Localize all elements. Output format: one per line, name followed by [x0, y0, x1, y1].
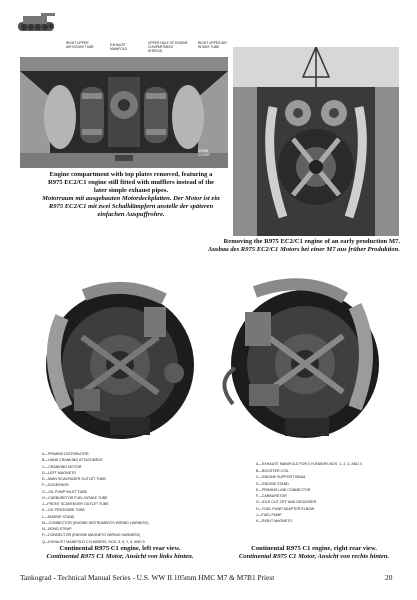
legend-item: J—FUEL PUMP — [256, 512, 282, 517]
engine-removal-photo — [233, 47, 399, 236]
legend-item: K—RIGHT MAGNETO — [256, 519, 293, 524]
legend-item: G—IDLE CUT-OFF AND DEGASSER — [256, 500, 317, 505]
legend-item: F—CARBURETOR — [256, 494, 287, 499]
legend-item: D—LEFT MAGNETO — [42, 470, 77, 475]
caption-en: Continental R975 C1 engine, right rear view. — [251, 545, 377, 552]
legend-item: H—FUEL PUMP ADAPTER ELBOW — [256, 506, 315, 511]
engine-compartment-photo — [20, 57, 228, 168]
legend-item: L—ENGINE STAND — [42, 514, 75, 519]
legend-item: F—GOVERNOR — [42, 483, 69, 488]
legend-item: A—EXHAUST MANIFOLD FOR CYLINDERS NOS. 1, 2, 3, AND 4 — [256, 462, 362, 466]
legend-item: D—ENGINE STAND — [256, 481, 289, 486]
legend-item: Q—EXHAUST MANIFOLD CYLINDERS, NOS. 5, 6, 7, 8, AND 9 — [42, 539, 145, 544]
legend-item: E—MAIN SCAVENGER OUTLET TUBE — [42, 477, 106, 481]
legend-item: H—CARBURETOR FUEL INTAKE TUBE — [42, 495, 108, 500]
legend-item: C—CRANKING MOTOR — [42, 464, 82, 469]
legend-item: A—PRIMING DISTRIBUTOR — [42, 452, 89, 456]
caption-right-rear-view — [224, 545, 404, 561]
caption-de: Motorraum mit ausgebauten Motordeckplatten. Der Motor ist ein R975 EC2/C1 mit zwei Schalldämpfern anstelle der späteren einfachen Auspuffrohre. — [42, 195, 220, 218]
legend-item: M—CONNECTOR (ENGINE INSTRUMENTS WIRING HARNESS) — [42, 520, 149, 525]
engine-right-rear-photo — [215, 272, 393, 448]
callout-label: UPPER HALF OF ENGINE COMPARTMENT SHROUD — [148, 41, 188, 53]
engine-left-rear-photo — [24, 277, 207, 447]
callout-label: EXHAUST MANIFOLD — [110, 43, 128, 51]
caption-engine-compartment — [42, 171, 220, 219]
page-number: 20 — [385, 573, 393, 582]
legend-item: P—CONNECTOR (ENGINE MAGNETO WIRING HARNESS) — [42, 533, 141, 538]
footer-series-title: Tankograd - Technical Manual Series - U.S. WW II 105mm HMC M7 & M7B1 Priest — [20, 573, 275, 582]
legend-item: B—BOOSTER COIL — [256, 469, 289, 474]
caption-en: Continental R975 C1 engine, left rear view. — [59, 545, 181, 552]
legend-right-engine — [256, 462, 406, 524]
legend-item: C—ENGINE SUPPORT BEAM — [256, 475, 306, 480]
caption-de: Continental R975 C1 Motor, Ansicht von links hinten. — [46, 553, 194, 560]
tank-logo-icon — [14, 10, 58, 36]
legend-item: G—OIL PUMP INLET TUBE — [42, 489, 88, 494]
caption-left-rear-view — [30, 545, 210, 561]
caption-en: Engine compartment with top plates removed, featuring a R975 EC2/C1 engine still fitted with mufflers instead of the later simple exhaust pipes. — [47, 171, 215, 194]
legend-item: J—FRONT SCAVENGER OUTLET TUBE — [42, 502, 109, 506]
legend-item: B—HAND CRANKING ATTACHMENT — [42, 458, 103, 463]
caption-de: Ausbau des R975 EC2/C1 Motors bei einer M7 aus früher Produktion. — [207, 246, 400, 253]
legend-item: K—OIL PRESSURE TUBE — [42, 508, 85, 513]
legend-item: E—PRIMING LINE CONNECTOR — [256, 487, 311, 492]
caption-de: Continental R975 C1 Motor, Ansicht von rechts hinten. — [238, 553, 390, 560]
caption-engine-removal — [70, 238, 400, 254]
drain-cover-label: DRAIN COVER — [198, 149, 210, 157]
callout-label: RIGHT UPPER AIR INTAKE TUBE — [198, 41, 227, 49]
legend-item: N—BOND STRAP — [42, 527, 72, 531]
legend-left-engine — [42, 451, 212, 545]
callout-label: RIGHT UPPER AIR INTAKE TUBE — [66, 41, 94, 49]
caption-en: Removing the R975 EC2/C1 engine of an early production M7. — [223, 238, 400, 245]
